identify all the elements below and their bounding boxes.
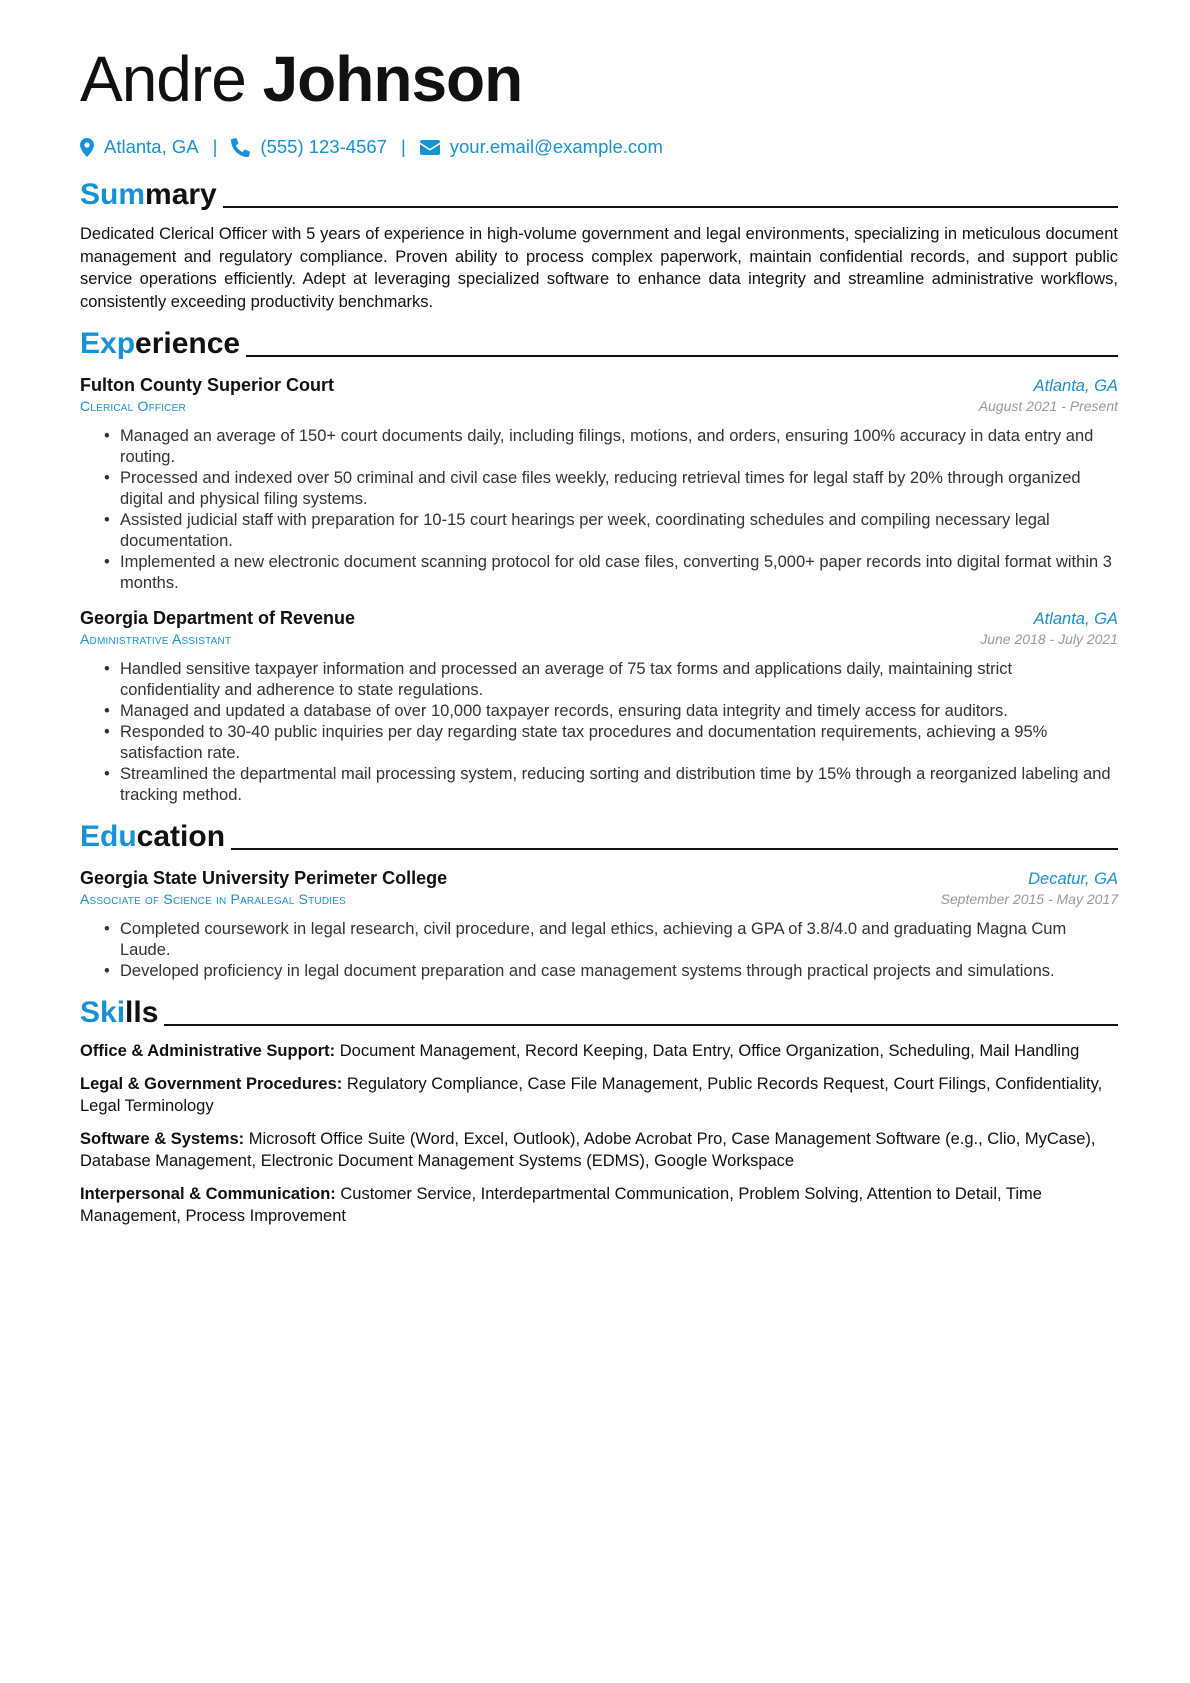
contact-phone[interactable] xyxy=(231,136,387,158)
experience-entry xyxy=(80,375,1118,594)
section-rule xyxy=(231,848,1118,850)
skills-heading: Skills xyxy=(80,992,1118,1032)
bullet-item: • Processed and indexed over 50 criminal and civil case files weekly, reducing retrieval times for legal staff by 20% through organized digital and physical filing systems. xyxy=(120,468,1118,510)
bullet-item: • Implemented a new electronic document scanning protocol for old case files, converting 5,000+ paper records into digital format within 3 months. xyxy=(120,552,1118,594)
contact-email[interactable] xyxy=(420,136,663,158)
experience-heading: Experience xyxy=(80,323,1118,363)
skill-line xyxy=(80,1073,1118,1118)
skill-items: Customer Service, Interdepartmental Communication, Problem Solving, Attention to Detail, Time Management, Process Improvement xyxy=(80,1184,1042,1225)
contact-bar xyxy=(80,132,1118,162)
entry-dates: August 2021 - Present xyxy=(978,398,1118,414)
bullet-item: • Responded to 30-40 public inquiries per day regarding state tax procedures and documentation requirements, achieving a 95% satisfaction rate. xyxy=(120,722,1118,764)
summary-text: Dedicated Clerical Officer with 5 years of experience in high-volume government and legal environments, specializing in meticulous document management and regulatory compliance. Proven ability to process complex paperwork, maintain confidential records, and support public service operations efficiently. Adept at leveraging specialized software to enhance data integrity and streamline administrative workflows, consistently exceeding productivity benchmarks. xyxy=(80,225,1118,311)
bullet-item: • Managed an average of 150+ court documents daily, including filings, motions, and orders, ensuring 100% accuracy in data entry and routing. xyxy=(120,426,1118,468)
education-heading: Education xyxy=(80,816,1118,856)
summary-heading: Summary xyxy=(80,174,1118,214)
job-title: Clerical Officer xyxy=(80,398,186,414)
skill-items: Regulatory Compliance, Case File Management, Public Records Request, Court Filings, Confidentiality, Legal Terminology xyxy=(80,1074,1103,1115)
last-name: Johnson xyxy=(262,43,523,115)
entry-dates: September 2015 - May 2017 xyxy=(940,891,1118,907)
bullet-item: • Assisted judicial staff with preparation for 10-15 court hearings per week, coordinating schedules and compiling necessary legal documentation. xyxy=(120,510,1118,552)
experience-entry xyxy=(80,608,1118,806)
section-rule xyxy=(246,355,1118,357)
skills-list xyxy=(80,1040,1118,1228)
skill-category: Software & Systems: xyxy=(80,1129,245,1148)
skill-line xyxy=(80,1040,1118,1063)
bullet-list xyxy=(80,426,1118,594)
skill-category: Office & Administrative Support: xyxy=(80,1042,336,1060)
skill-items: Document Management, Record Keeping, Data Entry, Office Organization, Scheduling, Mail Handling xyxy=(339,1042,1080,1060)
skill-category: Legal & Government Procedures: xyxy=(80,1074,343,1093)
envelope-icon xyxy=(420,140,440,155)
skill-category: Interpersonal & Communication: xyxy=(80,1184,336,1203)
contact-separator: | xyxy=(212,136,218,157)
bullet-item: • Handled sensitive taxpayer information and processed an average of 75 tax forms and applications daily, maintaining strict confidentiality and adherence to state regulations. xyxy=(120,659,1118,701)
bullet-item: • Completed coursework in legal research, civil procedure, and legal ethics, achieving a GPA of 3.8/4.0 and graduating Magna Cum Laude. xyxy=(120,919,1118,961)
degree-title: Associate of Science in Paralegal Studies xyxy=(80,891,346,907)
email-link: your.email@example.com xyxy=(449,136,663,157)
employer-name: Georgia Department of Revenue xyxy=(80,608,356,628)
skill-line xyxy=(80,1183,1118,1228)
entry-location: Decatur, GA xyxy=(1028,870,1118,888)
bullet-item: • Developed proficiency in legal document preparation and case management systems through practical projects and simulations. xyxy=(120,961,1118,982)
resume-page xyxy=(80,38,1118,1228)
section-rule xyxy=(223,206,1118,208)
contact-location xyxy=(80,136,199,158)
entry-dates: June 2018 - July 2021 xyxy=(980,631,1118,647)
education-entry xyxy=(80,868,1118,982)
phone-text: (555) 123-4567 xyxy=(260,136,387,157)
map-marker-icon xyxy=(80,138,94,157)
school-name: Georgia State University Perimeter College xyxy=(80,868,448,888)
candidate-name xyxy=(80,38,1118,120)
employer-name: Fulton County Superior Court xyxy=(80,375,334,395)
job-title: Administrative Assistant xyxy=(80,631,232,647)
skill-line xyxy=(80,1128,1118,1173)
bullet-list xyxy=(80,659,1118,806)
bullet-item: • Streamlined the departmental mail processing system, reducing sorting and distribution time by 15% through a reorganized labeling and tracking method. xyxy=(120,764,1118,806)
contact-separator: | xyxy=(400,136,406,157)
bullet-list xyxy=(80,919,1118,982)
location-text: Atlanta, GA xyxy=(104,136,199,157)
entry-location: Atlanta, GA xyxy=(1033,377,1118,395)
bullet-item: • Managed and updated a database of over 10,000 taxpayer records, ensuring data integrity and timely access for auditors. xyxy=(120,701,1118,722)
section-rule xyxy=(164,1024,1118,1026)
first-name: Andre xyxy=(80,43,246,115)
phone-icon xyxy=(231,138,250,157)
entry-location: Atlanta, GA xyxy=(1033,610,1118,628)
skill-items: Microsoft Office Suite (Word, Excel, Outlook), Adobe Acrobat Pro, Case Management Software (e.g., Clio, MyCase), Database Management, Electronic Document Management Systems (EDMS), Google Workspace xyxy=(80,1129,1096,1170)
